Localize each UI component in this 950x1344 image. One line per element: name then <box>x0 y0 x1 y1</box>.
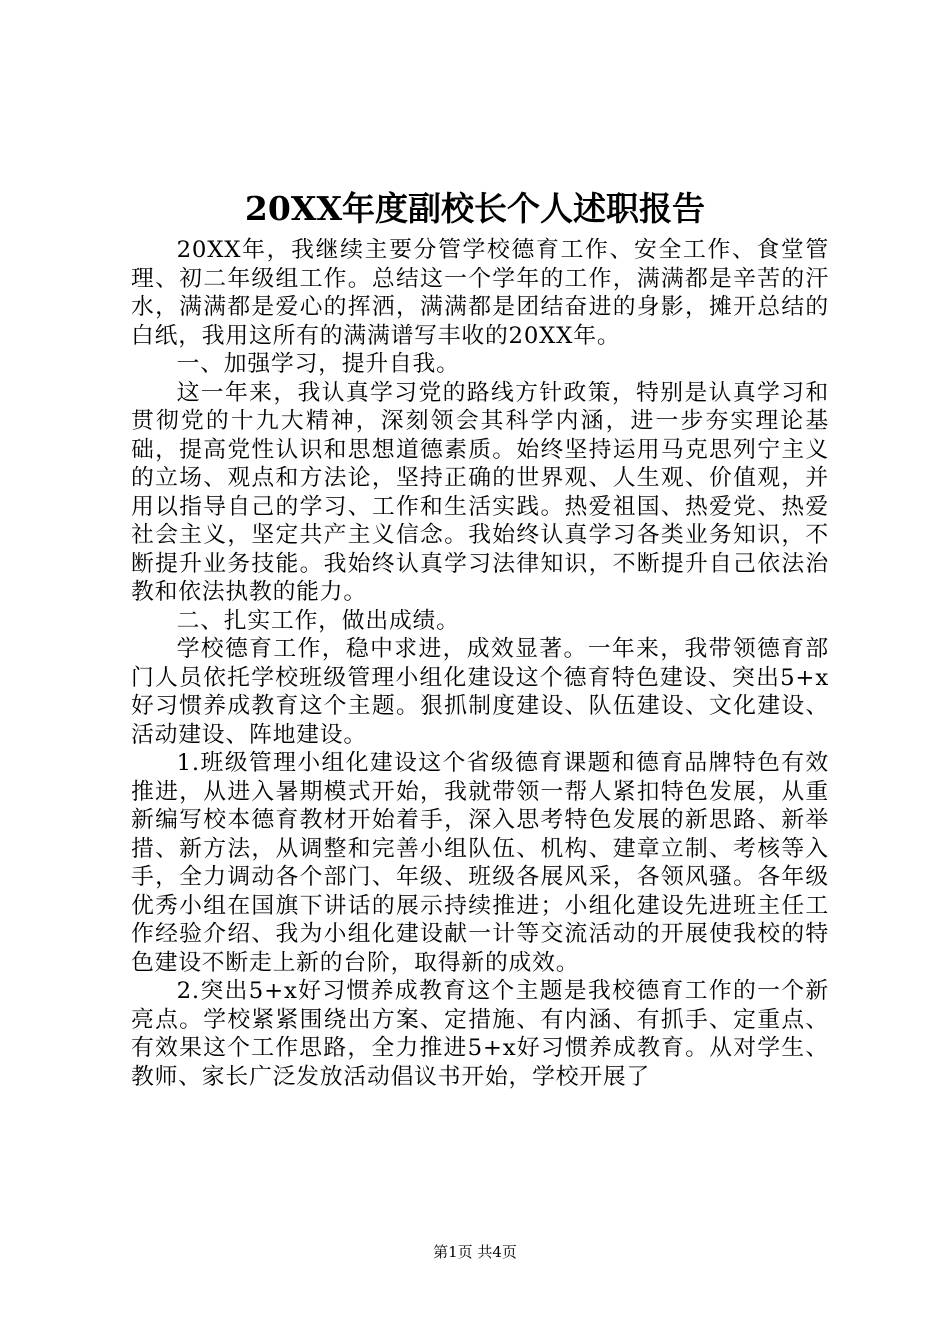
paragraph: 2.突出5+x好习惯养成教育这个主题是我校德育工作的一个新亮点。学校紧紧围绕出方案、定措施、有内涵、有抓手、定重点、有效果这个工作思路，全力推进5+x好习惯养成教育。从对学生、教师、家长广泛发放活动倡议书开始，学校开展了 <box>131 978 829 1090</box>
section-heading: 二、扎实工作，做出成绩。 <box>176 607 460 634</box>
paragraph: 1.班级管理小组化建设这个省级德育课题和德育品牌特色有效推进，从进入暑期模式开始，我就带领一帮人紧扣特色发展，从重新编写校本德育教材开始着手，深入思考特色发展的新思路、新举措、新方法，从调整和完善小组队伍、机构、建章立制、考核等入手，全力调动各个部门、年级、班级各展风采，各领风骚。各年级优秀小组在国旗下讲话的展示持续推进；小组化建设先进班主任工作经验介绍、我为小组化建设献一计等交流活动的开展使我校的特色建设不断走上新的台阶，取得新的成效。 <box>131 750 829 976</box>
document-body <box>131 236 829 1091</box>
page-footer: 第1页 共4页 <box>433 1243 517 1261</box>
paragraph: 20XX年，我继续主要分管学校德育工作、安全工作、食堂管理、初二年级组工作。总结这一个学年的工作，满满都是辛苦的汗水，满满都是爱心的挥洒，满满都是团结奋进的身影，摊开总结的白纸，我用这所有的满满谱写丰收的20XX年。 <box>131 237 829 349</box>
paragraph: 这一年来，我认真学习党的路线方针政策，特别是认真学习和贯彻党的十九大精神，深刻领会其科学内涵，进一步夯实理论基础，提高党性认识和思想道德素质。始终坚持运用马克思列宁主义的立场、观点和方法论，坚持正确的世界观、人生观、价值观，并用以指导自己的学习、工作和生活实践。热爱祖国、热爱党、热爱社会主义，坚定共产主义信念。我始终认真学习各类业务知识，不断提升业务技能。我始终认真学习法律知识，不断提升自己依法治教和依法执教的能力。 <box>131 379 829 605</box>
section-heading: 一、加强学习，提升自我。 <box>176 351 460 377</box>
document-title: 20XX年度副校长个人述职报告 <box>244 189 706 228</box>
paragraph: 学校德育工作，稳中求进，成效显著。一年来，我带领德育部门人员依托学校班级管理小组化建设这个德育特色建设、突出5+x好习惯养成教育这个主题。狠抓制度建设、队伍建设、文化建设、活动建设、阵地建设。 <box>131 636 829 748</box>
